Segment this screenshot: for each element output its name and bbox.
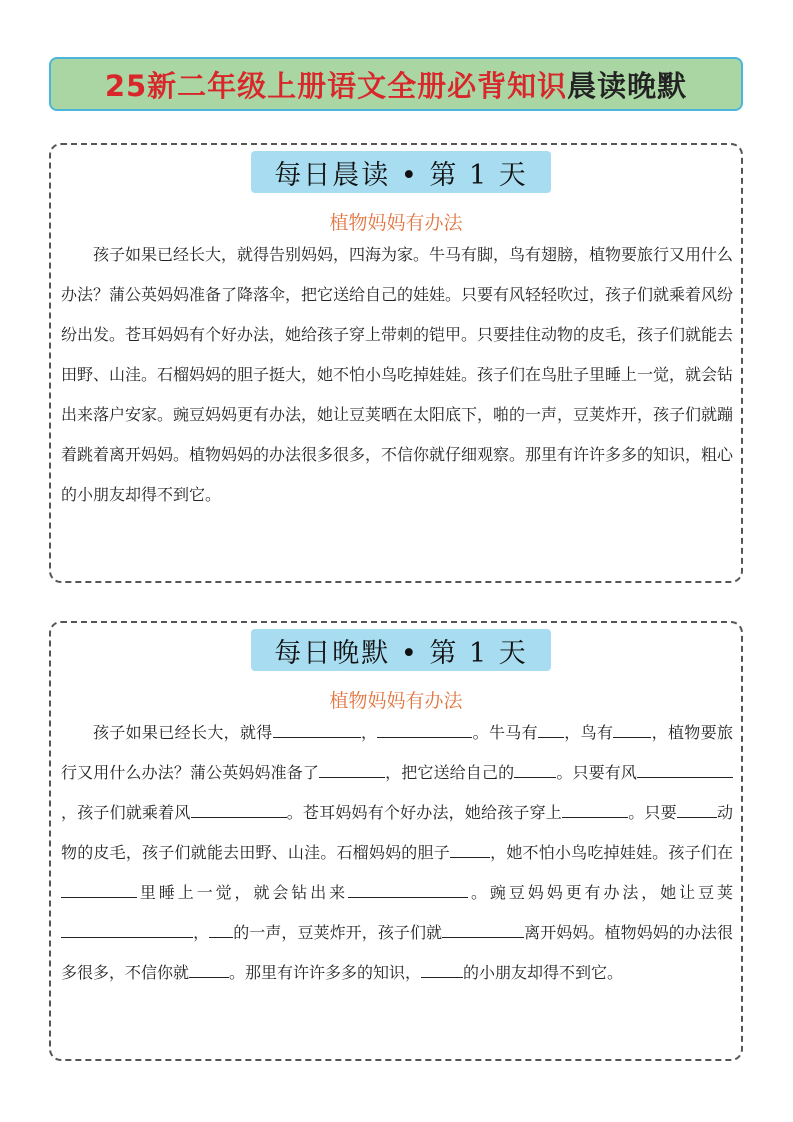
cloze-segment: 里睡上一觉，就会钻出来: [137, 883, 349, 902]
cloze-segment: 的一声，豆荚炸开，孩子们就: [233, 923, 443, 942]
answer-blank[interactable]: [319, 760, 385, 778]
answer-blank[interactable]: [209, 920, 233, 938]
answer-blank[interactable]: [421, 960, 463, 978]
evening-dictation-label: 每日晚默 • 第 1 天: [251, 629, 551, 671]
cloze-segment: ，鸟有: [563, 723, 614, 742]
evening-dictation-card: [49, 621, 743, 1061]
answer-blank[interactable]: [191, 800, 287, 818]
cloze-segment: 。那里有许许多多的知识，: [229, 963, 422, 982]
cloze-segment: ，: [193, 923, 210, 942]
cloze-segment: 。牛马有: [472, 723, 538, 742]
cloze-segment: 孩子如果已经长大，就得: [93, 723, 273, 742]
cloze-segment: 。豌豆妈妈更有办法，她让豆荚: [468, 883, 733, 902]
cloze-segment: ，孩子们就乘着风: [61, 803, 191, 822]
answer-blank[interactable]: [189, 960, 229, 978]
answer-blank[interactable]: [677, 800, 717, 818]
answer-blank[interactable]: [61, 920, 193, 938]
answer-blank[interactable]: [450, 840, 490, 858]
answer-blank[interactable]: [273, 720, 361, 738]
answer-blank[interactable]: [538, 720, 564, 738]
answer-blank[interactable]: [613, 720, 651, 738]
morning-passage-text: 孩子如果已经长大，就得告别妈妈，四海为家。牛马有脚，鸟有翅膀，植物要旅行又用什么办法？蒲公英妈妈准备了降落伞，把它送给自己的娃娃。只要有风轻轻吹过，孩子们就乘着风纷纷出发。苍耳妈妈有个好办法，她给孩子穿上带刺的铠甲。只要挂住动物的皮毛，孩子们就能去田野、山洼。石榴妈妈的胆子挺大，她不怕小鸟吃掉娃娃。孩子们在鸟肚子里睡上一觉，就会钻出来落户安家。豌豆妈妈更有办法，她让豆荚晒在太阳底下，啪的一声，豆荚炸开，孩子们就蹦着跳着离开妈妈。植物妈妈的办法很多很多，不信你就仔细观察。那里有许许多多的知识，粗心的小朋友却得不到它。: [61, 245, 734, 504]
morning-passage-title: 植物妈妈有办法: [329, 212, 463, 234]
answer-blank[interactable]: [637, 760, 733, 778]
cloze-segment: ，把它送给自己的: [385, 763, 515, 782]
cloze-segment: 的小朋友却得不到它。: [463, 963, 624, 982]
evening-cloze-text: [61, 713, 733, 993]
answer-blank[interactable]: [442, 920, 524, 938]
answer-blank[interactable]: [61, 880, 137, 898]
page-title-main: 25新二年级上册语文全册必背知识: [104, 68, 568, 103]
answer-blank[interactable]: [348, 880, 468, 898]
cloze-segment: 动物的皮毛，孩子们就能去田野、山洼。石榴妈妈的胆子: [61, 803, 733, 862]
answer-blank[interactable]: [514, 760, 556, 778]
morning-reading-card: [49, 143, 743, 583]
evening-passage-title: 植物妈妈有办法: [329, 690, 463, 712]
morning-reading-label: 每日晨读 • 第 1 天: [251, 151, 551, 193]
cloze-segment: ，她不怕小鸟吃掉娃娃。孩子们在: [489, 843, 733, 862]
cloze-segment: 离开妈妈。植物妈妈的办法很多很多，不信你就: [61, 923, 733, 982]
answer-blank[interactable]: [377, 720, 472, 738]
cloze-segment: ，植物要旅行又用什么办法？蒲公英妈妈准备了: [61, 723, 733, 782]
answer-blank[interactable]: [562, 800, 628, 818]
cloze-segment: 。只要有风: [556, 763, 637, 782]
cloze-segment: 。只要: [628, 803, 677, 822]
page-title-banner: [49, 57, 743, 111]
cloze-segment: ，: [360, 723, 378, 742]
page-title-suffix: 晨读晚默: [567, 68, 688, 103]
cloze-segment: 。苍耳妈妈有个好办法，她给孩子穿上: [286, 803, 562, 822]
